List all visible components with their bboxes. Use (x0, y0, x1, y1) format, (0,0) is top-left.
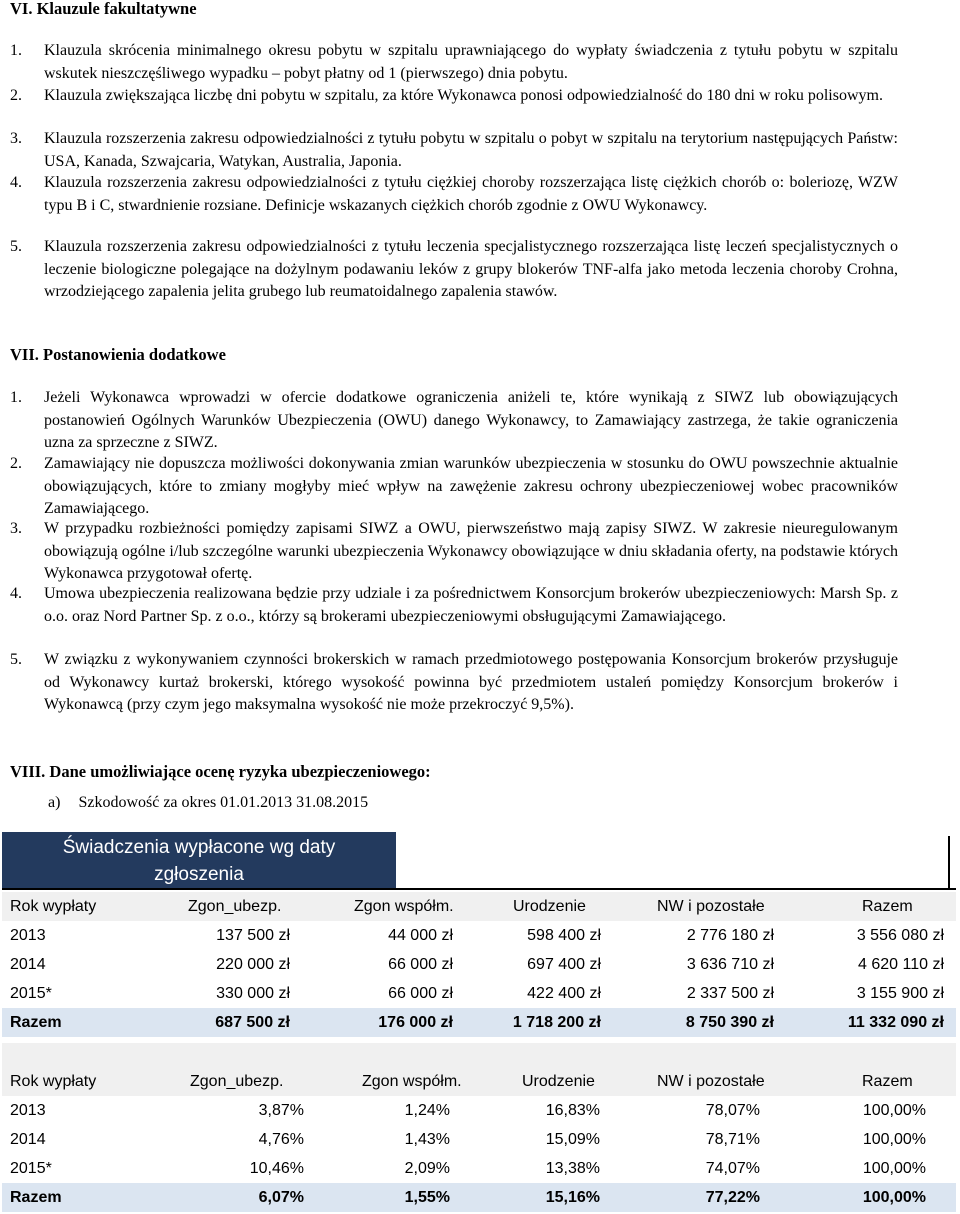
sec8-sub-a-text: Szkodowość za okres 01.01.2013 31.08.2015 (78, 794, 369, 811)
table-cell: 2014 (10, 956, 46, 973)
header-cell: NW i pozostałe (657, 1073, 765, 1090)
total-cell: Razem (10, 1189, 62, 1206)
table-cell: 697 400 zł (527, 956, 601, 973)
table-cell: 3,87% (258, 1102, 304, 1119)
total-cell: 176 000 zł (378, 1014, 453, 1031)
table-cell: 2014 (10, 1131, 46, 1148)
sec7-item-2-text: Zamawiający nie dopuszcza możliwości dokonywania zmian warunków ubezpieczenia w stosunku do OWU powszechnie aktualnie obowiązujących, które to zmiany mogłyby mieć wpływ na zawężenie zakresu ochrony ubezpieczeniowej wobec pracowników Zamawiającego. (44, 455, 898, 517)
table-cell: 2 776 180 zł (686, 927, 774, 944)
header-cell: Urodzenie (522, 1073, 595, 1090)
table-title (2, 832, 396, 888)
sec7-item-2-num: 2. (10, 455, 22, 472)
blank-row (2, 1043, 956, 1067)
table-row (2, 1125, 956, 1154)
total-cell: 100,00% (862, 1189, 926, 1206)
table-cell: 78,71% (705, 1131, 760, 1148)
table-row (2, 950, 956, 979)
table-header-row (2, 1067, 956, 1096)
table-cell: 2013 (10, 1102, 46, 1119)
table-cell: 100,00% (862, 1102, 926, 1119)
total-cell: 8 750 390 zł (685, 1014, 774, 1031)
table-title-line-1: Świadczenia wypłacone wg daty (62, 837, 336, 858)
header-cell: Rok wypłaty (10, 898, 97, 915)
table-row (2, 1154, 956, 1183)
sec7-item-4 (10, 583, 898, 628)
table-cell: 2015* (10, 985, 52, 1002)
table-cell: 220 000 zł (216, 956, 290, 973)
table-header-row (2, 892, 956, 921)
sec6-item-4 (10, 172, 898, 217)
sec7-item-2 (10, 453, 898, 521)
sec6-item-1-text: Klauzula skrócenia minimalnego okresu pobytu w szpitalu uprawniającego do wypłaty świadczenia z tytułu pobytu w szpitalu wskutek nieszczęśliwego wypadku – pobyt płatny od 1 (pierwszego) dnia pobytu. (44, 42, 898, 82)
header-cell: Razem (862, 1073, 913, 1090)
total-cell: 687 500 zł (215, 1014, 290, 1031)
sec8-sub-a-label: a) (48, 794, 61, 811)
sec7-item-3 (10, 518, 898, 586)
table-cell: 15,09% (545, 1131, 600, 1148)
table-header-border (2, 888, 956, 890)
table-cell: 137 500 zł (216, 927, 290, 944)
sec6-item-5-num: 5. (10, 238, 22, 255)
table-cell: 16,83% (545, 1102, 600, 1119)
table-cell: 598 400 zł (527, 927, 601, 944)
sec7-item-3-num: 3. (10, 520, 22, 537)
sec7-item-1-text: Jeżeli Wykonawca wprowadzi w ofercie dodatkowe ograniczenia aniżeli te, które wynikają z SIWZ lub obowiązujących postanowień Ogólnych Warunków Ubezpieczenia (OWU) danego Wykonawcy, to Zamawiający zastrzega, że takie ograniczenia uzna za sprzeczne z SIWZ. (44, 389, 898, 451)
sec6-item-5-text: Klauzula rozszerzenia zakresu odpowiedzialności z tytułu leczenia specjalistycznego rozszerzająca listę leczeń specjalistycznych o leczenie biologiczne polegające na dożylnym podawaniu leków z grupy blokerów TNF-alfa jako metoda leczenia choroby Crohna, wrzodziejącego zapalenia jelita grubego lub reumatoidalnego zapalenia stawów. (44, 238, 898, 300)
total-cell: 6,07% (258, 1189, 304, 1206)
table-cell: 4 620 110 zł (858, 956, 944, 973)
sec6-item-4-text: Klauzula rozszerzenia zakresu odpowiedzialności z tytułu ciężkiej choroby rozszerzająca listę ciężkich chorób o: boleriozę, WZW typu B i C, stwardnienie rozsiane. Definicje wskazanych ciężkich chorób zgodnie z OWU Wykonawcy. (44, 174, 898, 214)
table-cell: 4,76% (258, 1131, 304, 1148)
table-cell: 100,00% (862, 1160, 926, 1177)
table-spacer (2, 1043, 956, 1067)
header-cell: Razem (862, 898, 913, 915)
header-cell: Zgon współm. (362, 1073, 462, 1090)
table-cell: 10,46% (249, 1160, 304, 1177)
sec7-item-3-text: W przypadku rozbieżności pomiędzy zapisami SIWZ a OWU, pierwszeństwo mają zapisy SIWZ. W zakresie nieuregulowanym obowiązują ogólne i/lub szczególne warunki ubezpieczenia Wykonawcy obowiązujące w dniu składania oferty, na podstawie których Wykonawca przygotował ofertę. (44, 520, 898, 582)
sec6-item-1 (10, 40, 898, 85)
section-8-title: VIII. Dane umożliwiające ocenę ryzyka ubezpieczeniowego: (10, 762, 431, 781)
claims-percent-table (2, 1067, 956, 1212)
sec7-item-5-num: 5. (10, 651, 22, 668)
sec7-item-4-text: Umowa ubezpieczenia realizowana będzie przy udziale i za pośrednictwem Konsorcjum brokerów ubezpieczeniowych: Marsh Sp. z o.o. oraz Nord Partner Sp. z o.o., którzy są brokerami ubezpieczeniowymi obsługującymi Zamawiającego. (44, 585, 898, 625)
sec6-item-2-num: 2. (10, 87, 22, 104)
header-cell: Rok wypłaty (10, 1073, 97, 1090)
sec6-item-3 (10, 128, 898, 173)
section-6-title: VI. Klauzule fakultatywne (10, 0, 197, 18)
sec6-item-3-text: Klauzula rozszerzenia zakresu odpowiedzialności z tytułu pobytu w szpitalu o pobyt w szpitalu na terytorium następujących Państw: USA, Kanada, Szwajcaria, Watykan, Australia, Japonia. (44, 130, 898, 170)
table-cell: 3 155 900 zł (856, 985, 944, 1002)
table-cell: 100,00% (862, 1131, 926, 1148)
table-cell: 78,07% (705, 1102, 760, 1119)
table-cell: 1,43% (404, 1131, 450, 1148)
table-cell: 2 337 500 zł (686, 985, 774, 1002)
sec7-item-1-num: 1. (10, 389, 22, 406)
header-cell: Zgon współm. (354, 898, 454, 915)
header-cell: NW i pozostałe (657, 898, 765, 915)
header-cell: Urodzenie (513, 898, 586, 915)
sec7-item-5 (10, 649, 898, 717)
total-cell: 11 332 090 zł (847, 1014, 944, 1031)
table-cell: 44 000 zł (388, 927, 453, 944)
table-cell: 13,38% (545, 1160, 600, 1177)
table-cell: 2013 (10, 927, 46, 944)
header-cell: Zgon_ubezp. (190, 1073, 284, 1090)
table-total-row (2, 1183, 956, 1212)
sec7-item-1 (10, 387, 898, 455)
sec7-item-4-num: 4. (10, 585, 22, 602)
table-cell: 3 556 080 zł (856, 927, 944, 944)
total-cell: Razem (10, 1014, 62, 1031)
total-cell: 1 718 200 zł (512, 1014, 601, 1031)
sec7-item-5-text: W związku z wykonywaniem czynności brokerskich w ramach przedmiotowego postępowania Konsorcjum brokerów przysługuje od Wykonawcy kurtaż brokerski, którego wysokość powinna być przedmiotem ustaleń pomiędzy Konsorcjum brokerów i Wykonawcą (przy czym jego maksymalna wysokość nie może przekroczyć 9,5%). (44, 651, 898, 713)
table-cell: 422 400 zł (527, 985, 601, 1002)
table-cell: 330 000 zł (216, 985, 290, 1002)
sec6-item-4-num: 4. (10, 174, 22, 191)
sec6-item-1-num: 1. (10, 42, 22, 59)
table-cell: 3 636 710 zł (686, 956, 774, 973)
table-title-border (948, 836, 950, 888)
sec6-item-5 (10, 236, 898, 304)
sec8-sub-a (48, 792, 368, 814)
header-cell: Zgon_ubezp. (188, 898, 282, 915)
table-row (2, 979, 956, 1008)
table-row (2, 1096, 956, 1125)
table-cell: 1,24% (404, 1102, 450, 1119)
table-row (2, 921, 956, 950)
total-cell: 1,55% (404, 1189, 450, 1206)
table-cell: 66 000 zł (388, 985, 453, 1002)
claims-amount-table (2, 892, 956, 1037)
sec6-item-2 (10, 85, 898, 108)
total-cell: 77,22% (705, 1189, 760, 1206)
table-cell: 66 000 zł (388, 956, 453, 973)
total-cell: 15,16% (545, 1189, 600, 1206)
table-title-line-2: zgłoszenia (154, 864, 244, 885)
section-7-title: VII. Postanowienia dodatkowe (10, 345, 226, 364)
sec6-item-3-num: 3. (10, 130, 22, 147)
sec6-item-2-text: Klauzula zwiększająca liczbę dni pobytu w szpitalu, za które Wykonawca ponosi odpowiedzialność do 180 dni w roku polisowym. (44, 87, 883, 104)
table-total-row (2, 1008, 956, 1037)
table-cell: 2015* (10, 1160, 52, 1177)
table-cell: 74,07% (705, 1160, 760, 1177)
table-cell: 2,09% (404, 1160, 450, 1177)
